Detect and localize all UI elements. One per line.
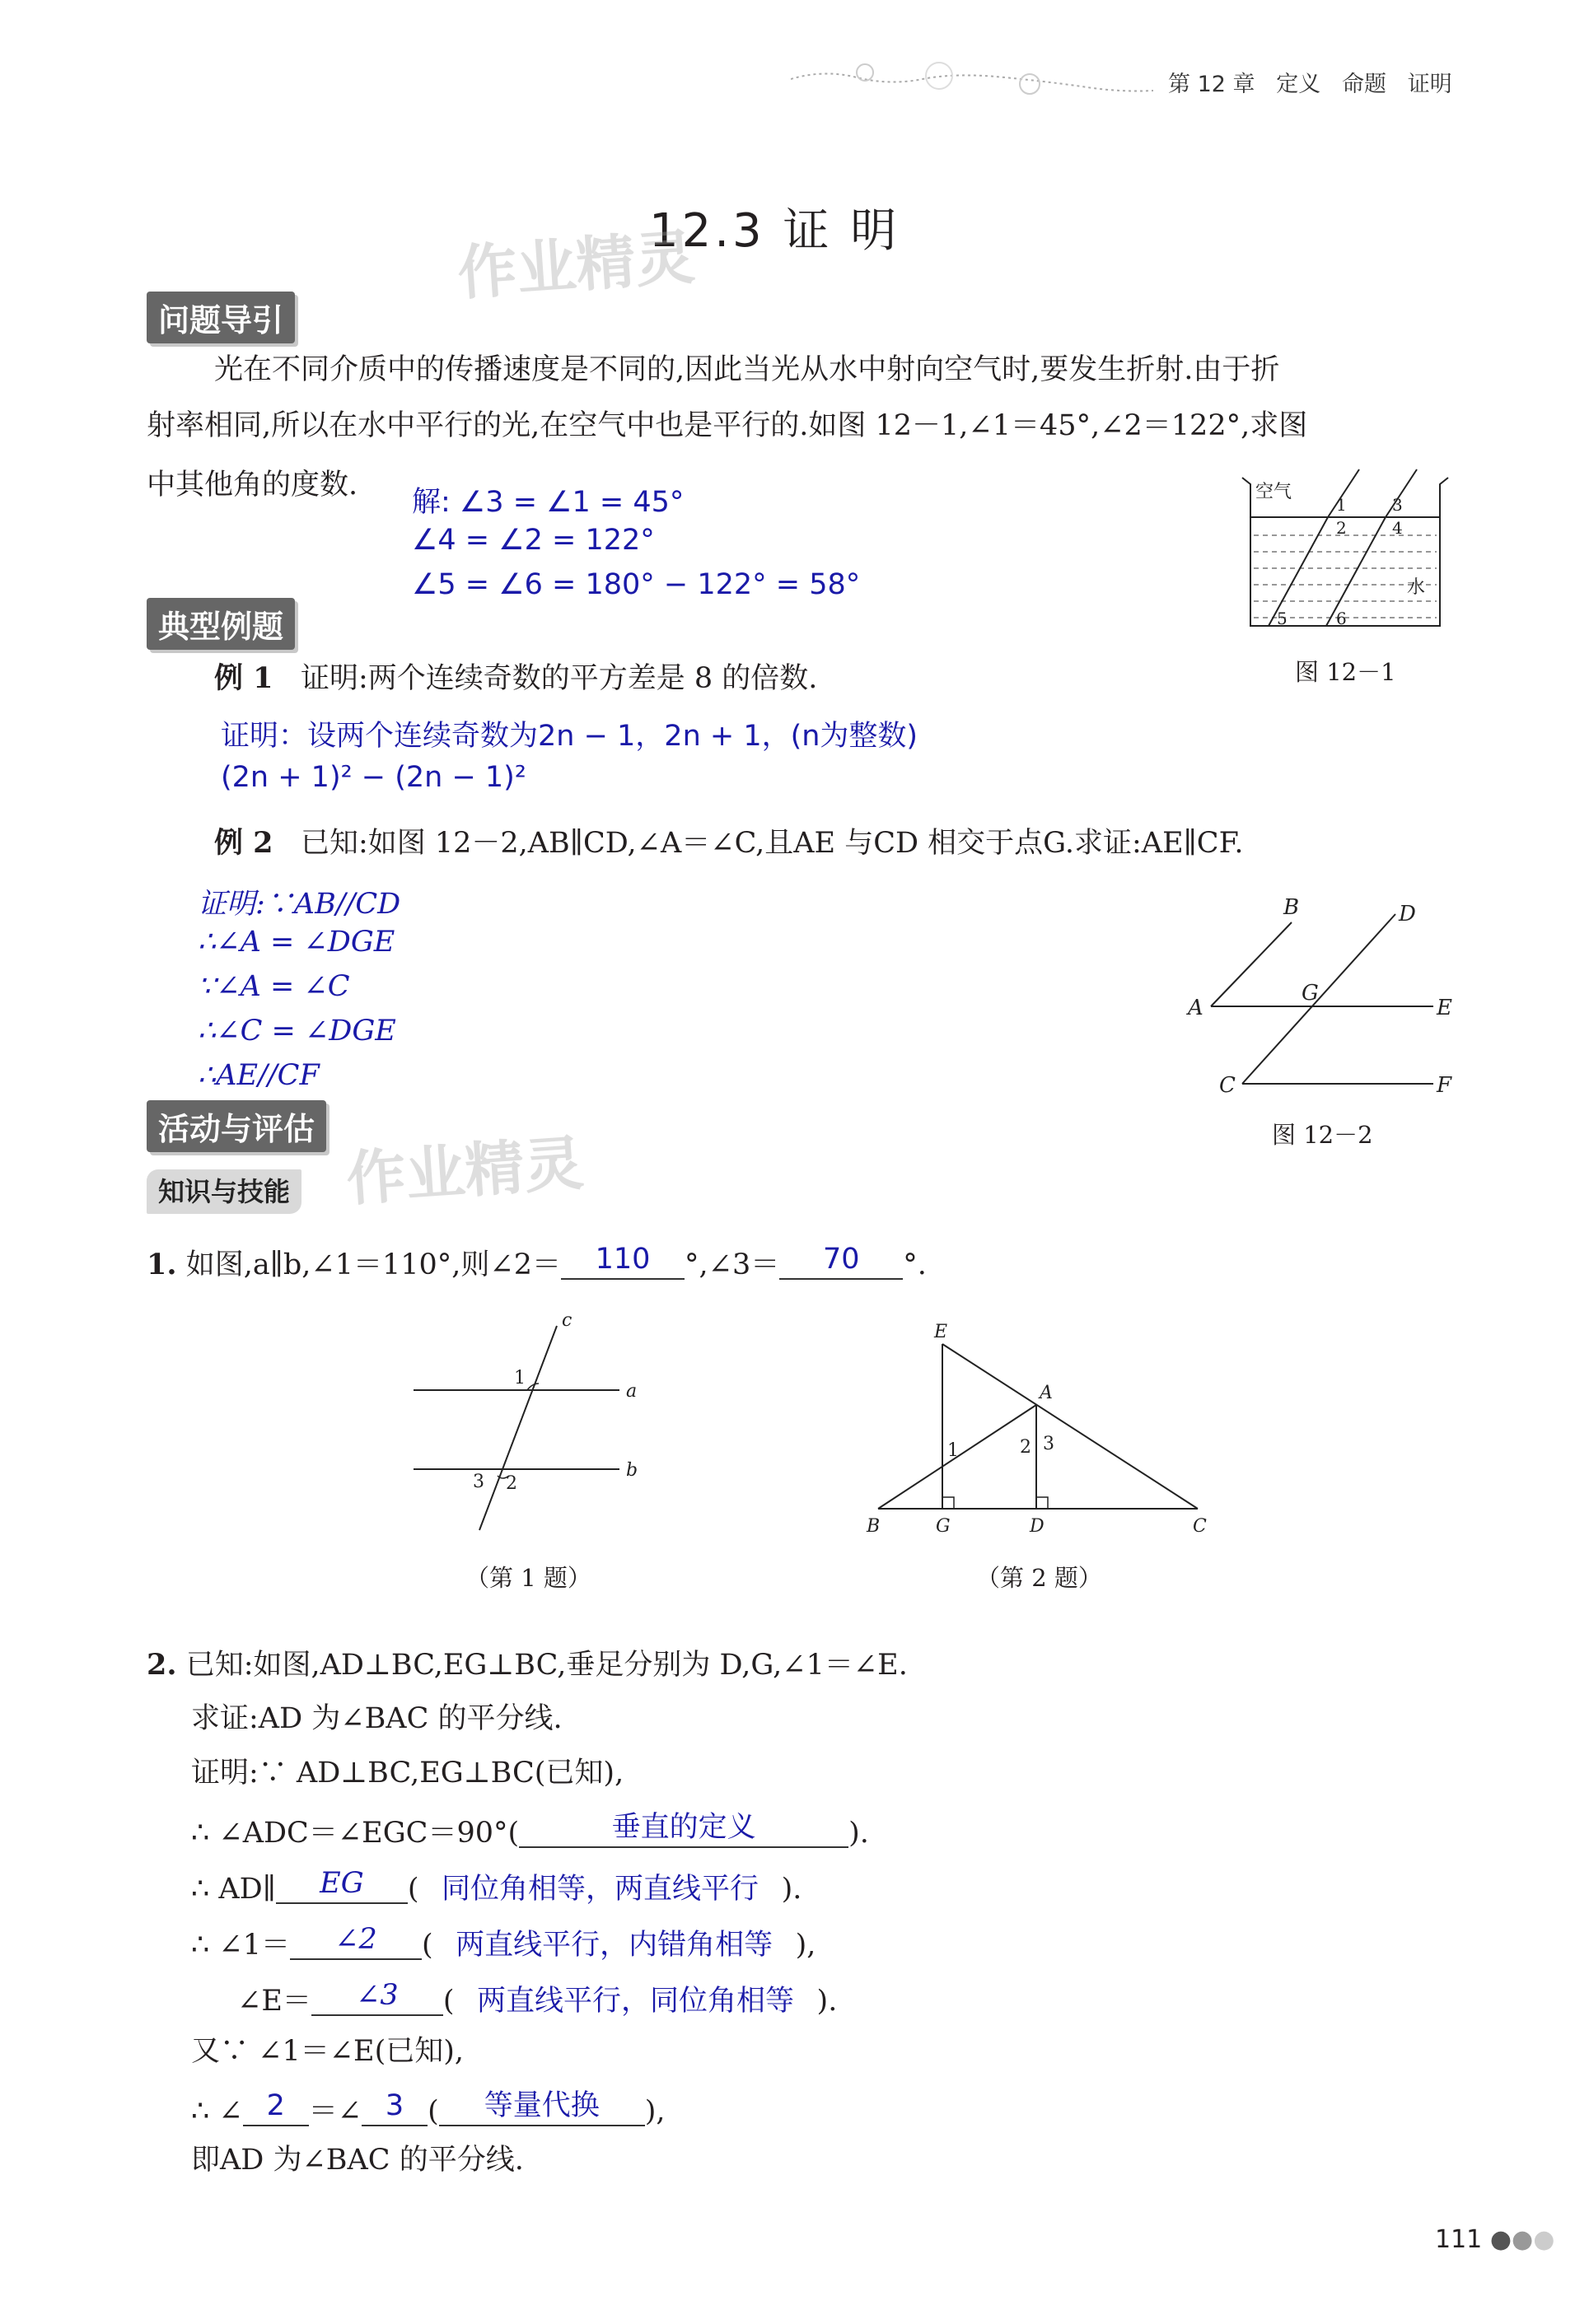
q2-fig-label-G: G — [936, 1516, 951, 1537]
q2-blank-angle1[interactable] — [290, 1925, 422, 1960]
q2-line-7-mid: ＝∠ — [308, 2095, 362, 2128]
svg-text:6: 6 — [1336, 609, 1347, 628]
q2-answer-reason-5: 等量代换 — [484, 2089, 600, 2122]
page-number-text: 111 — [1435, 2225, 1483, 2254]
q2-line-7-open: ( — [428, 2095, 439, 2128]
example-1-handwriting-2: (2n + 1)² − (2n − 1)² — [221, 761, 526, 794]
intro-answer-2: ∠4 = ∠2 = 122° — [412, 524, 655, 557]
q1-fig-label-2: 2 — [506, 1473, 517, 1494]
q2-line-4-end: ), — [795, 1929, 816, 1962]
q2-fig-label-1: 1 — [947, 1440, 959, 1461]
q2-line-4 — [191, 1925, 816, 1960]
q2-fig-label-B: B — [867, 1516, 881, 1537]
example-1-handwriting-1: 证明：设两个连续奇数为2n − 1，2n + 1，(n为整数) — [221, 720, 918, 753]
q2-line-3-end: ). — [781, 1873, 802, 1906]
q2-line-2 — [191, 1813, 869, 1848]
q2-line-5-text: ∠E＝ — [237, 1985, 311, 2018]
watermark-2: 作业精灵 — [344, 1128, 587, 1214]
header-topic-3: 证明 — [1407, 72, 1452, 97]
fig1-air-label: 空气 — [1255, 482, 1292, 502]
svg-text:3: 3 — [1392, 495, 1403, 515]
q2-blank-reason-1[interactable] — [519, 1813, 848, 1848]
page-title: 12.3 证 明 — [649, 204, 900, 258]
q2-answer-reason-3: 两直线平行，内错角相等 — [456, 1929, 773, 1962]
figure-12-1 — [1236, 461, 1458, 642]
intro-line-1: 光在不同介质中的传播速度是不同的,因此当光从水中射向空气时,要发生折射.由于折 — [214, 353, 1280, 386]
header-topic-2: 命题 — [1342, 72, 1387, 97]
q1-answer-angle2: 110 — [595, 1243, 651, 1276]
q2-blank-angle-b[interactable] — [362, 2089, 428, 2126]
fig2-label-E: E — [1437, 996, 1452, 1020]
example-1-text: 证明:两个连续奇数的平方差是 8 的倍数. — [300, 662, 818, 695]
q1-fig-label-3: 3 — [473, 1472, 484, 1492]
q1-fig-label-c: c — [562, 1314, 573, 1331]
section-intro-heading: 问题导引 — [147, 292, 295, 343]
figure-12-1-caption: 图 12－1 — [1295, 658, 1396, 686]
q2-fig-label-2: 2 — [1020, 1437, 1031, 1458]
q2-line-4-text: ∴ ∠1＝ — [191, 1929, 290, 1962]
q1-text-b: °,∠3＝ — [685, 1248, 780, 1281]
q2-line-3 — [191, 1869, 802, 1904]
q1-fig-label-b: b — [626, 1460, 638, 1481]
q2-line-8: 即AD 为∠BAC 的平分线. — [191, 2144, 524, 2177]
q1-blank-angle2[interactable] — [561, 1245, 685, 1280]
q2-line-7 — [191, 2089, 666, 2128]
fig1-water-label: 水 — [1407, 577, 1426, 598]
q2-line-1: 证明:∵ AD⊥BC,EG⊥BC(已知), — [191, 1757, 624, 1790]
figure-question-2 — [857, 1318, 1219, 1540]
q2-line-2-end: ). — [848, 1817, 869, 1850]
figure-12-2-caption: 图 12－2 — [1272, 1121, 1373, 1149]
example-2-text: 已知:如图 12－2,AB∥CD,∠A＝∠C,且AE 与CD 相交于点G.求证:AE∥CF. — [300, 827, 1244, 860]
question-1 — [147, 1245, 927, 1280]
running-header — [1168, 66, 1452, 98]
q2-answer-reason-4: 两直线平行，同位角相等 — [477, 1985, 795, 2018]
intro-line-3: 中其他角的度数. — [147, 469, 358, 502]
q2-blank-reason-5[interactable] — [439, 2089, 645, 2126]
q2-number: 2. — [147, 1648, 177, 1682]
q1-blank-angle3[interactable] — [779, 1245, 903, 1280]
q1-text-c: °. — [903, 1248, 927, 1281]
q2-fig-label-3: 3 — [1043, 1434, 1054, 1454]
q2-answer-angle-a: 2 — [266, 2089, 285, 2122]
q1-number: 1. — [147, 1248, 177, 1281]
q2-line-5-end: ). — [816, 1985, 838, 2018]
q2-line-2-text: ∴ ∠ADC＝∠EGC＝90°( — [191, 1817, 520, 1850]
q1-fig-label-1: 1 — [514, 1368, 526, 1388]
example-1-label: 例 1 — [214, 661, 273, 695]
q2-fig-label-C: C — [1193, 1516, 1207, 1537]
q2-blank-angle-a[interactable] — [243, 2089, 309, 2126]
example-2 — [214, 828, 1244, 858]
q1-fig-label-a: a — [626, 1381, 638, 1402]
section-skills-heading: 知识与技能 — [147, 1169, 301, 1214]
example-2-proof-3: ∵∠A = ∠C — [198, 970, 350, 1003]
figure-question-1-caption: （第 1 题） — [465, 1564, 591, 1592]
q2-prove: 求证:AD 为∠BAC 的平分线. — [191, 1702, 563, 1735]
question-2-given — [147, 1650, 908, 1680]
q2-answer-line: EG — [320, 1867, 364, 1900]
example-2-label: 例 2 — [214, 826, 273, 860]
svg-text:2: 2 — [1336, 518, 1347, 538]
q2-answer-angle1: ∠2 — [334, 1923, 377, 1956]
svg-text:5: 5 — [1277, 609, 1288, 628]
fig2-label-F: F — [1437, 1073, 1452, 1098]
svg-text:4: 4 — [1392, 518, 1403, 538]
header-topic-1: 定义 — [1276, 72, 1321, 97]
fig2-label-C: C — [1219, 1073, 1236, 1098]
q2-line-3-open: ( — [407, 1873, 419, 1906]
q2-line-7-end: ), — [644, 2095, 666, 2128]
section-examples-heading: 典型例题 — [147, 598, 295, 650]
q2-blank-angleE[interactable] — [311, 1981, 443, 2016]
q1-answer-angle3: 70 — [822, 1243, 860, 1276]
q2-line-6: 又∵ ∠1＝∠E(已知), — [191, 2035, 465, 2068]
q2-fig-label-A: A — [1040, 1383, 1053, 1403]
q2-given-text: 已知:如图,AD⊥BC,EG⊥BC,垂足分别为 D,G,∠1＝∠E. — [185, 1649, 908, 1682]
figure-question-2-caption: （第 2 题） — [976, 1564, 1102, 1592]
q1-text-a: 如图,a∥b,∠1＝110°,则∠2＝ — [185, 1248, 561, 1281]
example-1 — [214, 661, 818, 695]
intro-answer-1: 解: ∠3 = ∠1 = 45° — [412, 486, 685, 519]
q2-line-5 — [237, 1981, 837, 2016]
figure-question-1 — [404, 1314, 651, 1537]
example-2-proof-5: ∴AE//CF — [198, 1059, 320, 1092]
page-dots-icon: ● — [1489, 2225, 1512, 2254]
section-activity-heading: 活动与评估 — [147, 1100, 326, 1152]
q2-answer-reason-2: 同位角相等，两直线平行 — [442, 1873, 759, 1906]
fig2-label-D: D — [1399, 902, 1416, 926]
intro-line-2: 射率相同,所以在水中平行的光,在空气中也是平行的.如图 12－1,∠1＝45°,∠2＝122°,求图 — [147, 409, 1308, 442]
page-number: 111 ●●● — [1435, 2225, 1555, 2254]
q2-fig-label-D: D — [1030, 1516, 1045, 1537]
figure-12-2 — [1186, 889, 1466, 1104]
q2-answer-reason-1: 垂直的定义 — [611, 1811, 756, 1844]
example-2-proof-4: ∴∠C = ∠DGE — [198, 1015, 396, 1048]
q2-line-7-text: ∴ ∠ — [191, 2095, 243, 2128]
header-decoration — [791, 54, 1161, 104]
example-2-proof-2: ∴∠A = ∠DGE — [198, 926, 395, 959]
fig2-label-G: G — [1302, 981, 1319, 1006]
q2-answer-angle-b: 3 — [385, 2089, 404, 2122]
q2-blank-line[interactable] — [276, 1869, 408, 1904]
q2-line-4-open: ( — [422, 1929, 433, 1962]
intro-answer-3: ∠5 = ∠6 = 180° − 122° = 58° — [412, 568, 861, 601]
example-2-proof-1: 证明:∵AB//CD — [198, 888, 401, 921]
svg-text:1: 1 — [1336, 495, 1347, 515]
watermark: 作业精灵 — [455, 222, 698, 308]
fig2-label-B: B — [1283, 895, 1300, 920]
chapter-label: 第 12 章 — [1168, 72, 1255, 97]
q2-fig-label-E: E — [934, 1322, 948, 1342]
q2-line-5-open: ( — [442, 1985, 455, 2018]
fig2-label-A: A — [1188, 996, 1203, 1020]
q2-line-3-text: ∴ AD∥ — [191, 1873, 276, 1906]
q2-answer-angleE: ∠3 — [356, 1979, 399, 2012]
